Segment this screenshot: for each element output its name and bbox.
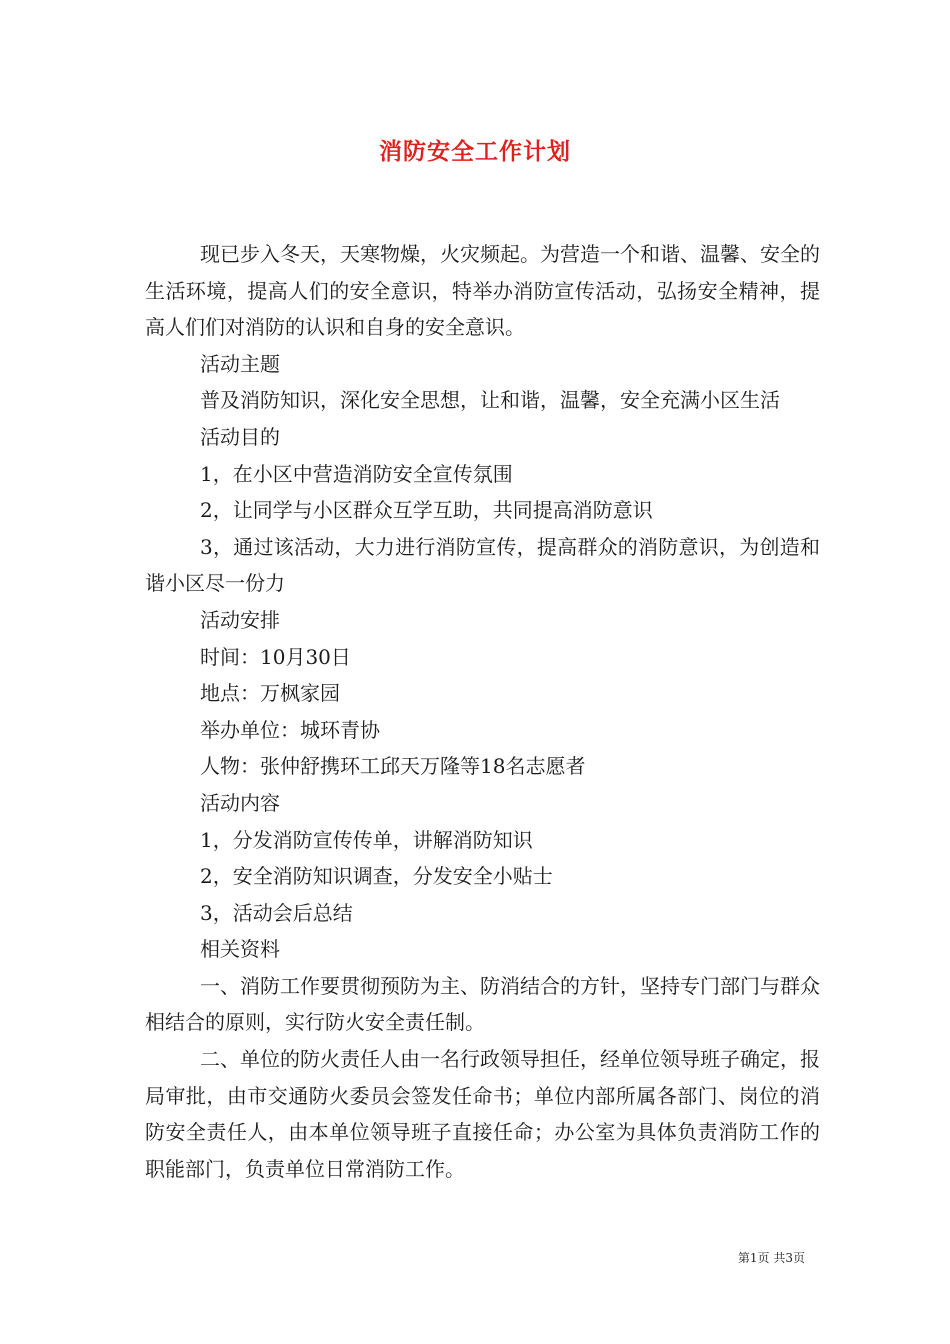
list-item: 2，让同学与小区群众互学互助，共同提高消防意识 <box>200 498 653 523</box>
detail-people: 人物：张仲舒携环工邱天万隆等18名志愿者 <box>200 754 586 779</box>
document-body <box>145 236 820 1187</box>
paragraph-intro: 现已步入冬天，天寒物燥，火灾频起。为营造一个和谐、温馨、安全的生活环境，提高人们的安全意识，特举办消防宣传活动，弘扬安全精神，提高人们们对消防的认识和自身的安全意识。 <box>145 242 820 340</box>
list-item: 1，在小区中营造消防安全宣传氛围 <box>200 461 513 486</box>
paragraph-reference-2: 二、单位的防火责任人由一名行政领导担任，经单位领导班子确定，报局审批，由市交通防火委员会签发任命书；单位内部所属各部门、岗位的消防安全责任人，由本单位领导班子直接任命；办公室为具体负责消防工作的职能部门，负责单位日常消防工作。 <box>145 1047 820 1181</box>
list-item: 1，分发消防宣传传单，讲解消防知识 <box>200 827 533 852</box>
detail-organizer: 举办单位：城环青协 <box>200 717 380 742</box>
paragraph-theme: 普及消防知识，深化安全思想，让和谐，温馨，安全充满小区生活 <box>200 388 780 413</box>
heading-arrangement: 活动安排 <box>200 607 280 632</box>
paragraph-reference-1: 一、消防工作要贯彻预防为主、防消结合的方针，坚持专门部门与群众相结合的原则，实行防火安全责任制。 <box>145 973 820 1035</box>
heading-references: 相关资料 <box>200 937 280 962</box>
heading-content: 活动内容 <box>200 790 280 815</box>
detail-time: 时间：10月30日 <box>200 644 351 669</box>
document-title: 消防安全工作计划 <box>379 139 571 165</box>
list-item: 2，安全消防知识调查，分发安全小贴士 <box>200 864 553 889</box>
heading-theme: 活动主题 <box>200 351 280 376</box>
heading-purpose: 活动目的 <box>200 424 280 449</box>
list-item: 3，活动会后总结 <box>200 900 353 925</box>
list-item: 3，通过该活动，大力进行消防宣传，提高群众的消防意识，为创造和谐小区尽一份力 <box>145 534 820 596</box>
detail-location: 地点：万枫家园 <box>200 681 340 706</box>
page-number: 第1页 共3页 <box>737 1251 805 1265</box>
